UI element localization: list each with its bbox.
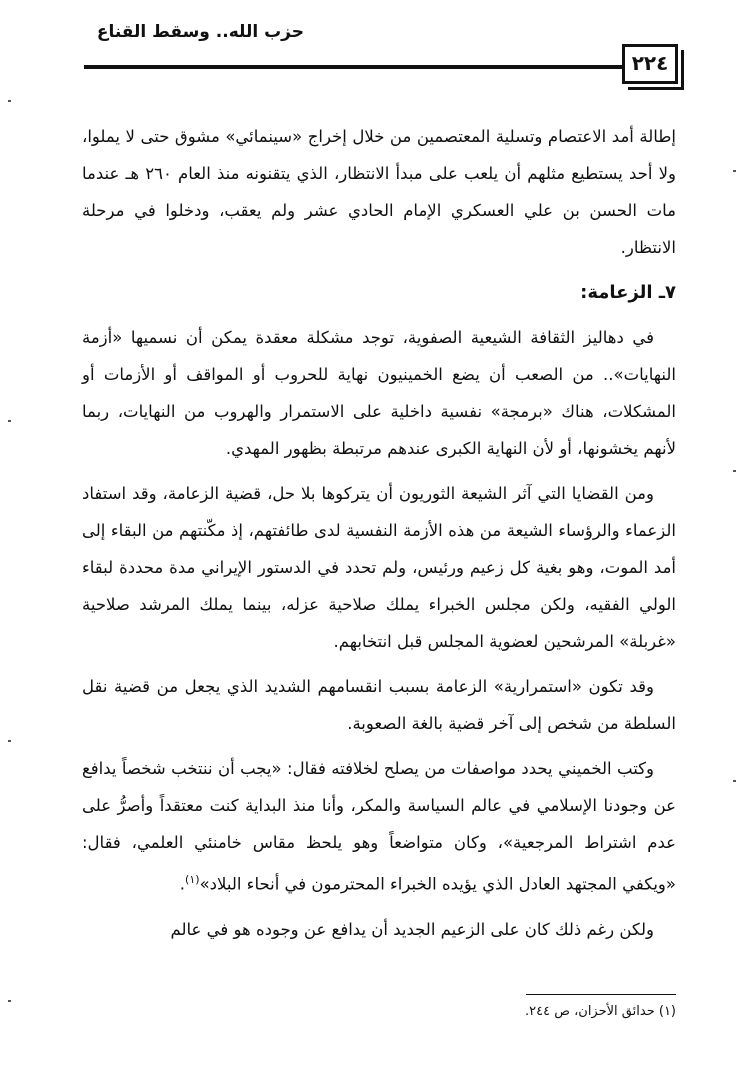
scan-mark: [733, 470, 736, 472]
body-text: [82, 118, 676, 956]
footnote: (١) حدائق الأحزان، ص ٢٤٤.: [525, 1004, 676, 1019]
paragraph-6: ولكن رغم ذلك كان على الزعيم الجديد أن يدافع عن وجوده هو في عالم: [170, 919, 654, 939]
paragraph-5: وكتب الخميني يحدد مواصفات من يصلح لخلافته فقال: «يجب أن ننتخب شخصاً يدافع عن وجودنا الإسلامي في عالم السياسة والمكر، وأنا منذ البداية كنت معتقداً وأصرُّ على عدم اشتراط المرجعية»، وكان متواضعاً وهو يلحظ مقاس خامنئي العلمي، فقال: «ويكفي المجتهد العادل الذي يؤيده الخبراء المحترمون في أنحاء البلاد»$^{(١)}$.: [82, 759, 676, 894]
page-number: ٢٢٤: [631, 51, 669, 75]
paragraph-5-text: وكتب الخميني يحدد مواصفات من يصلح لخلافته فقال: «يجب أن ننتخب شخصاً يدافع عن وجودنا الإسلامي في عالم السياسة والمكر، وأنا منذ البداية كنت معتقداً وأصرُّ على عدم اشتراط المرجعية»، وكان متواضعاً وهو يلحظ مقاس خامنئي العلمي، فقال: «ويكفي المجتهد العادل الذي يؤيده الخبراء المحترمون في أنحاء البلاد»: [82, 759, 676, 894]
section-heading: ٧ـ الزعامة:: [580, 282, 676, 303]
footnote-reference: (١): [185, 873, 200, 886]
paragraph-3: ومن القضايا التي آثر الشيعة الثوريون أن يتركوها بلا حل، قضية الزعامة، وقد استفاد الزعماء والرؤساء الشيعة من هذه الأزمة النفسية لدى طائفتهم، إذ مكّنتهم من البقاء إلى أمد الموت، وهو بغية كل زعيم ورئيس، ولم تحدد في الدستور الإيراني مدة محددة لبقاء الولي الفقيه، ولكن مجلس الخبراء يملك صلاحية عزله، بينما يملك المرشد صلاحية «غربلة» المرشحين لعضوية المجلس قبل انتخابهم.: [82, 484, 676, 651]
scan-mark: [733, 780, 736, 782]
scan-mark: [733, 170, 736, 172]
scan-mark: [8, 1000, 11, 1002]
running-title: حزب الله.. وسقط القناع: [96, 22, 304, 42]
footnote-rule: [526, 994, 676, 995]
scan-mark: [8, 420, 11, 422]
header-rule: [84, 65, 622, 69]
paragraph-2: في دهاليز الثقافة الشيعية الصفوية، توجد مشكلة معقدة يمكن أن نسميها «أزمة النهايات».. من الصعب أن يضع الخمينيون نهاية للحروب أو المواقف أو الأزمات أو المشكلات، هناك «برمجة» نفسية داخلية على الاستمرار والهروب من النهايات، ربما لأنهم يخشونها، أو لأن النهاية الكبرى عندهم مرتبطة بظهور المهدي.: [82, 328, 676, 458]
scan-mark: [8, 100, 11, 102]
paragraph-4: وقد تكون «استمرارية» الزعامة بسبب انقسامهم الشديد الذي يجعل من قضية نقل السلطة من شخص إلى آخر قضية بالغة الصعوبة.: [82, 677, 676, 733]
paragraph-1: إطالة أمد الاعتصام وتسلية المعتصمين من خلال إخراج «سينمائي» مشوق حتى لا يملوا، ولا أحد يستطيع مثلهم أن يلعب على مبدأ الانتظار، الذي يتقنونه منذ العام ٢٦٠ هـ عندما مات الحسن بن علي العسكري الإمام الحادي عشر ولم يعقب، ودخلوا في مرحلة الانتظار.: [82, 127, 676, 257]
scan-mark: [8, 740, 11, 742]
